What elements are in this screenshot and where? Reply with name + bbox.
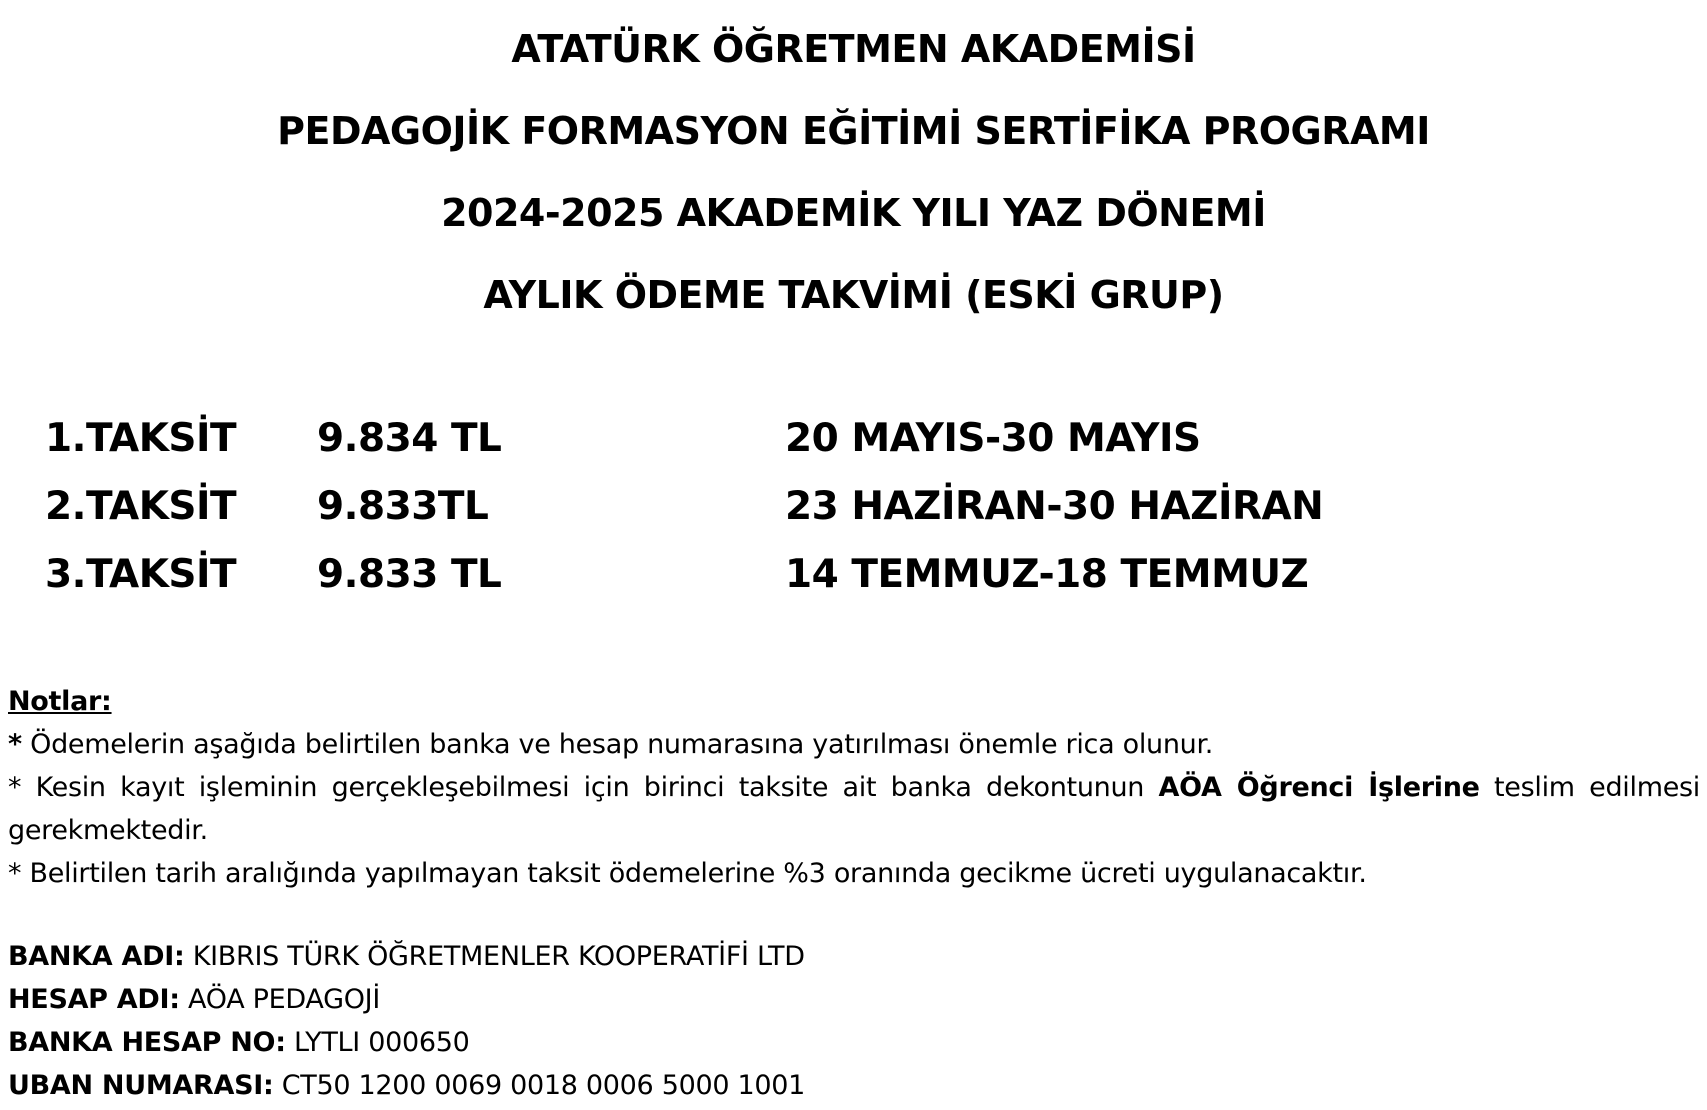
account-name-value: AÖA PEDAGOJİ (179, 984, 380, 1015)
note-bullet: * (8, 729, 22, 760)
bank-name-row (8, 935, 1700, 978)
document-header (0, 8, 1707, 336)
installment-label: 1.TAKSİT (45, 416, 237, 461)
institution-title: ATATÜRK ÖĞRETMEN AKADEMİSİ (511, 27, 1196, 71)
installment-amount: 9.833 TL (317, 552, 502, 597)
notes-title: Notlar: (8, 686, 112, 717)
note-registration (8, 766, 1700, 809)
bank-details (8, 935, 1700, 1107)
iban-row (8, 1064, 1700, 1107)
account-name-row (8, 978, 1700, 1021)
note-registration-continued: gerekmektedir. (8, 815, 208, 846)
iban-label: UBAN NUMARASI: (8, 1070, 274, 1101)
installment-label: 3.TAKSİT (45, 552, 237, 597)
installment-dates: 14 TEMMUZ-18 TEMMUZ (785, 552, 1309, 597)
academic-year-title: 2024-2025 AKADEMİK YILI YAZ DÖNEMİ (441, 191, 1266, 235)
note-emphasis: AÖA Öğrenci İşlerine (1158, 772, 1480, 803)
note-payment-account (8, 723, 1700, 766)
iban-value: CT50 1200 0069 0018 0006 5000 1001 (273, 1070, 806, 1101)
account-number-row (8, 1021, 1700, 1064)
bank-name-label: BANKA ADI: (8, 941, 185, 972)
note-text: * Kesin kayıt işleminin gerçekleşebilmesi için birinci taksite ait banka dekontunun (8, 772, 1145, 803)
note-text: Ödemelerin aşağıda belirtilen banka ve hesap numarasına yatırılması önemle rica olunur. (21, 729, 1214, 760)
installment-row (45, 541, 1645, 609)
account-name-label: HESAP ADI: (8, 984, 180, 1015)
program-title: PEDAGOJİK FORMASYON EĞİTİMİ SERTİFİKA PROGRAMI (277, 109, 1430, 153)
installment-amount: 9.833TL (317, 484, 489, 529)
account-number-value: LYTLI 000650 (285, 1027, 470, 1058)
payment-schedule (45, 405, 1645, 609)
bank-name-value: KIBRIS TÜRK ÖĞRETMENLER KOOPERATİFİ LTD (184, 941, 805, 972)
installment-row (45, 473, 1645, 541)
installment-row (45, 405, 1645, 473)
notes-section (8, 680, 1700, 895)
account-number-label: BANKA HESAP NO: (8, 1027, 286, 1058)
note-text: teslim edilmesi (1494, 772, 1700, 803)
note-late-fee: * Belirtilen tarih aralığında yapılmayan taksit ödemelerine %3 oranında gecikme ücreti uygulanacaktır. (8, 858, 1367, 889)
installment-label: 2.TAKSİT (45, 484, 237, 529)
schedule-title: AYLIK ÖDEME TAKVİMİ (ESKİ GRUP) (483, 273, 1224, 317)
installment-amount: 9.834 TL (317, 416, 502, 461)
installment-dates: 20 MAYIS-30 MAYIS (785, 416, 1201, 461)
installment-dates: 23 HAZİRAN-30 HAZİRAN (785, 484, 1324, 529)
